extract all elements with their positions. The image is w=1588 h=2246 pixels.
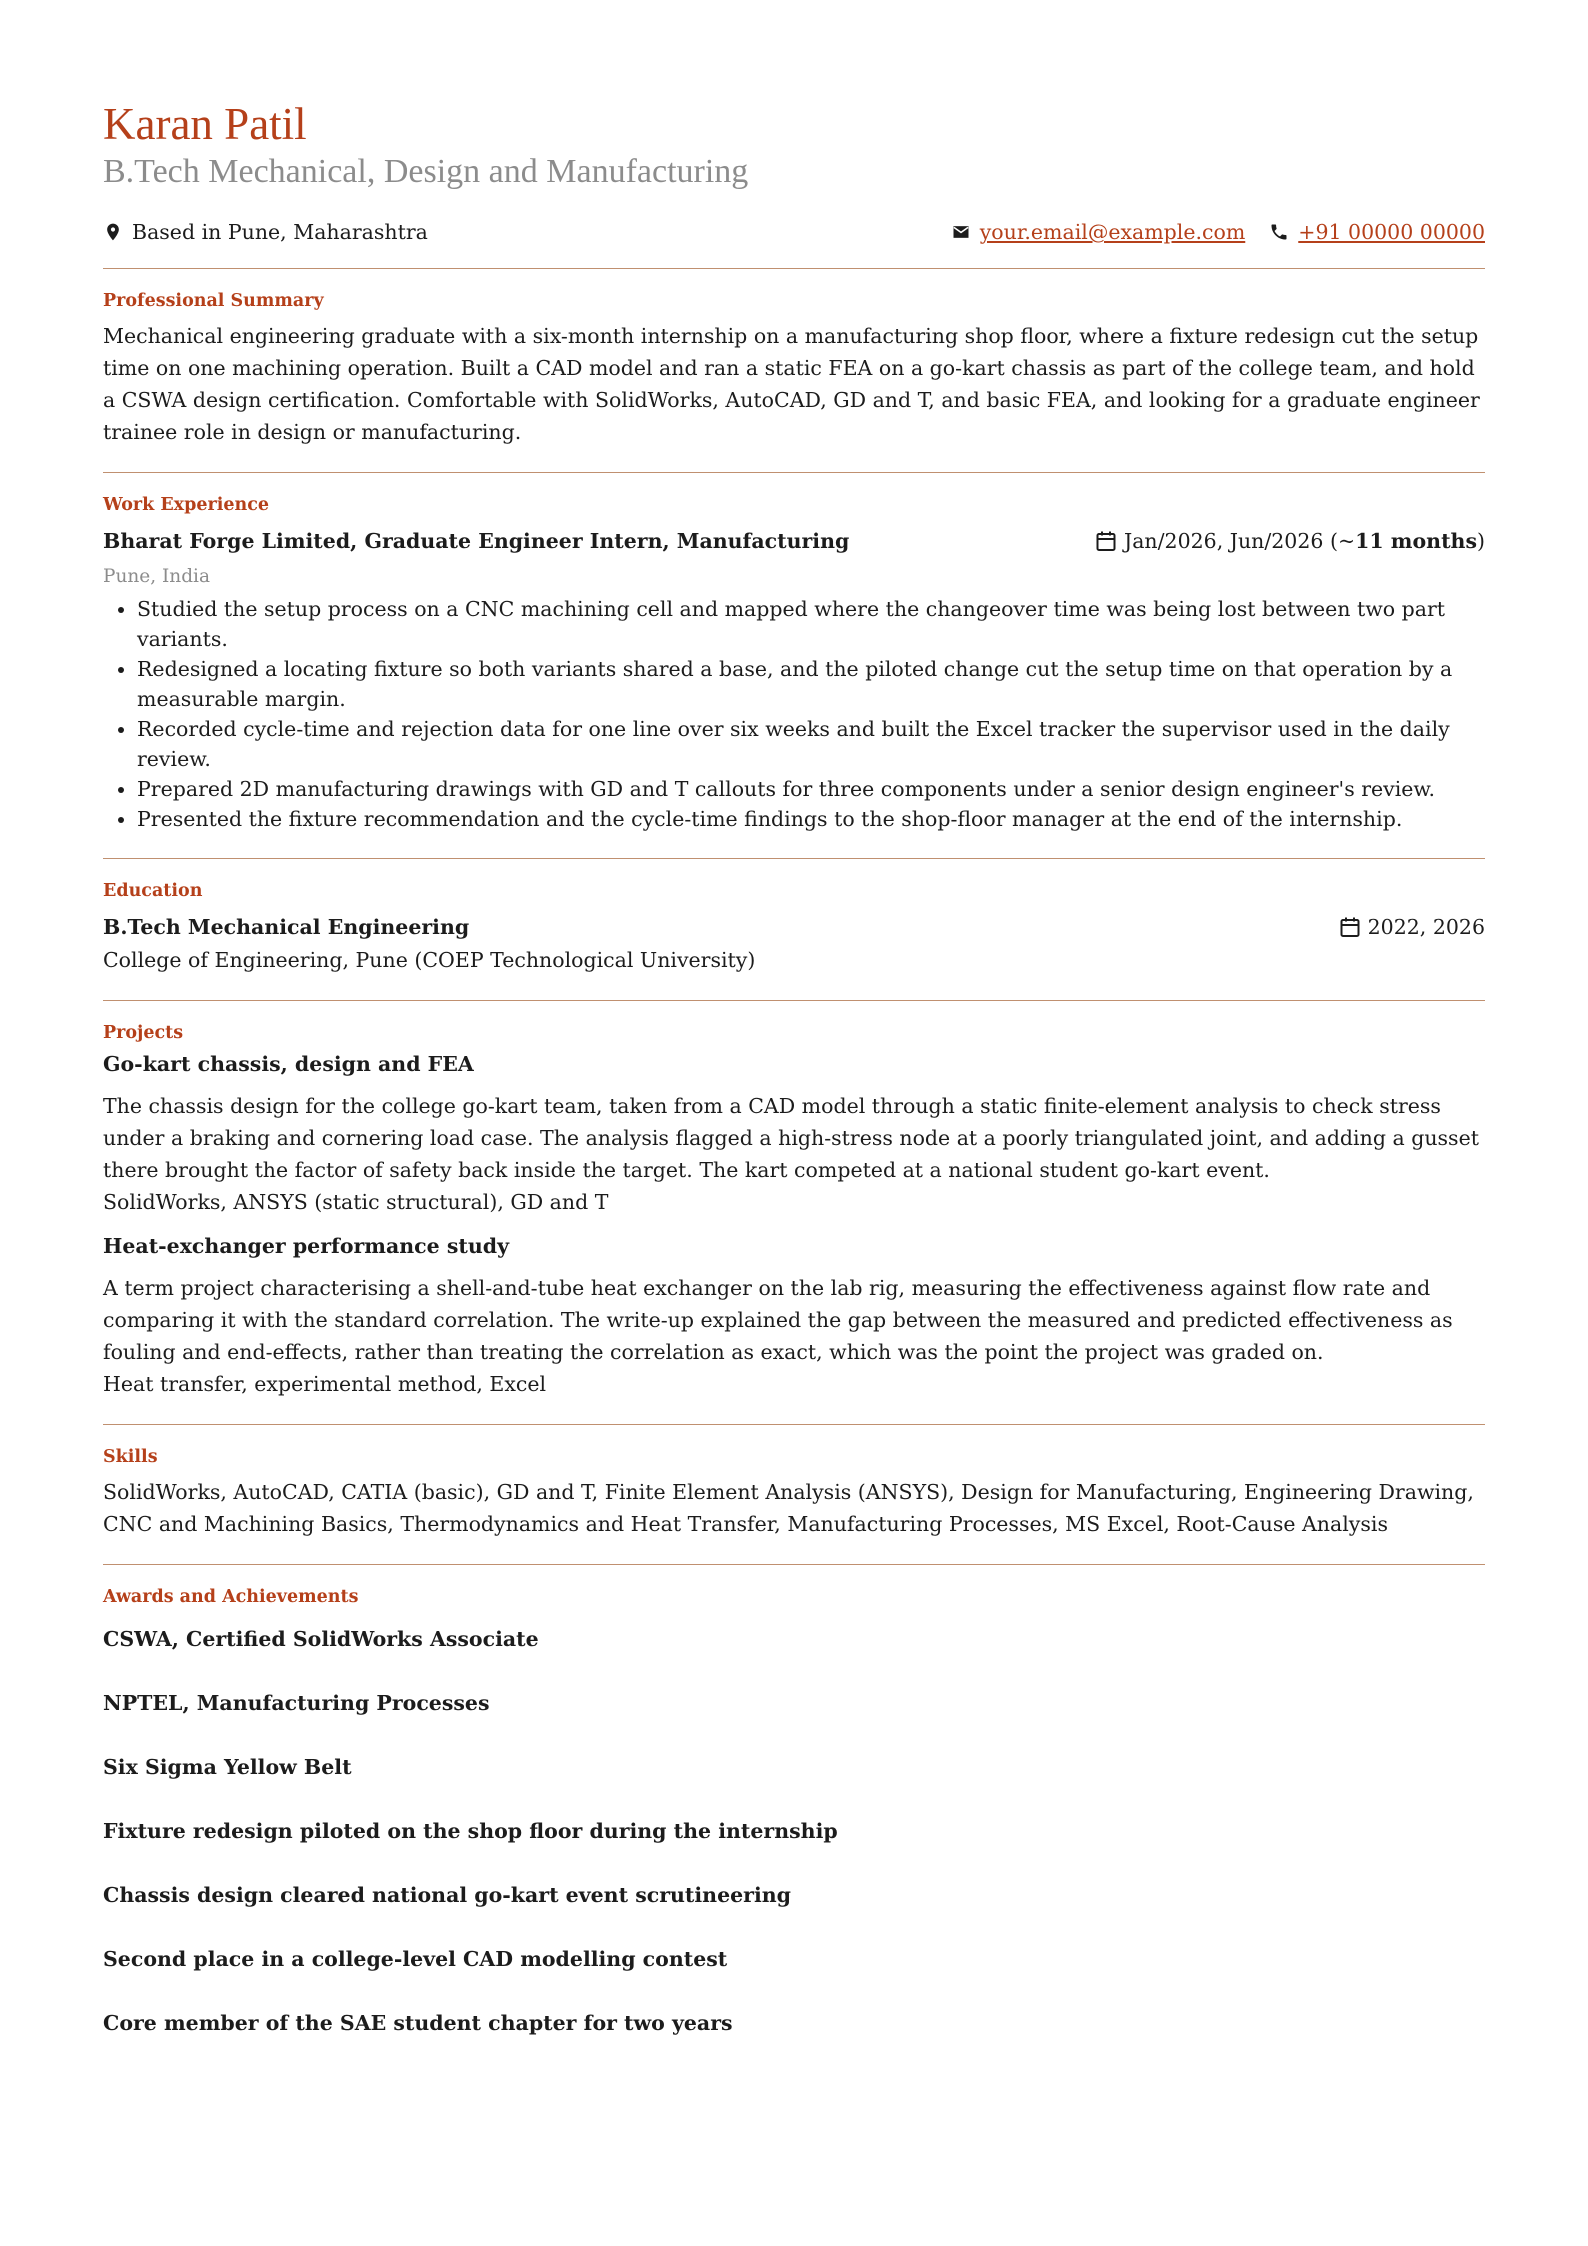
phone-icon <box>1269 222 1289 242</box>
phone-item <box>1269 220 1485 244</box>
project-description: A term project characterising a shell-and-tube heat exchanger on the lab rig, measuring the effectiveness against flow rate and comparing it with the standard correlation. The write-up explained the gap between the measured and predicted effectiveness as fouling and end-effects, rather than treating the correlation as exact, which was the point the project was graded on. <box>103 1276 1453 1365</box>
candidate-name: Karan Patil <box>103 99 307 149</box>
award-item: Six Sigma Yellow Belt <box>103 1755 352 1780</box>
experience-date-range: Jan/2026, Jun/2026 (~ <box>1123 529 1356 554</box>
award-item: Chassis design cleared national go-kart event scrutineering <box>103 1883 791 1908</box>
experience-title: Bharat Forge Limited, Graduate Engineer Intern, Manufacturing <box>103 529 850 554</box>
awards-section <box>103 1565 1485 2063</box>
company-name: Bharat Forge Limited <box>103 529 351 554</box>
award-item: Second place in a college-level CAD modelling contest <box>103 1947 728 1972</box>
list-item: • Recorded cycle-time and rejection data for one line over six weeks and built the Excel tracker the supervisor used in the daily review. <box>137 714 1485 774</box>
award-item: CSWA, Certified SolidWorks Associate <box>103 1627 539 1652</box>
calendar-icon <box>1338 915 1362 939</box>
candidate-subtitle: B.Tech Mechanical, Design and Manufacturing <box>103 152 749 190</box>
education-date-range: 2022, 2026 <box>1367 915 1485 940</box>
skills-section <box>103 1425 1485 1564</box>
envelope-icon <box>951 222 971 242</box>
education-dates <box>1338 915 1485 939</box>
experience-section <box>103 473 1485 858</box>
summary-section <box>103 269 1485 472</box>
skills-heading: Skills <box>103 1447 158 1468</box>
location-text: Based in Pune, Maharashtra <box>132 220 428 245</box>
list-item: • Studied the setup process on a CNC machining cell and mapped where the changeover time was being lost between two part variants. <box>137 594 1485 654</box>
experience-dates <box>1094 529 1485 553</box>
location-item <box>103 220 428 244</box>
project-title: Heat-exchanger performance study <box>103 1234 509 1259</box>
award-item: NPTEL, Manufacturing Processes <box>103 1691 490 1716</box>
awards-heading: Awards and Achievements <box>103 1587 359 1608</box>
summary-text: Mechanical engineering graduate with a six-month internship on a manufacturing shop floor, where a fixture redesign cut the setup time on one machining operation. Built a CAD model and ran a static FEA on a go-kart chassis as part of the college team, and hold a CSWA design certification. Comfortable with SolidWorks, AutoCAD, GD and T, and basic FEA, and looking for a graduate engineer trainee role in design or manufacturing. <box>103 324 1480 445</box>
email-link[interactable]: your.email@example.com <box>979 220 1246 245</box>
experience-bullets <box>103 594 1485 834</box>
award-item: Fixture redesign piloted on the shop floor during the internship <box>103 1819 838 1844</box>
list-item: • Presented the fixture recommendation and the cycle-time findings to the shop-floor manager at the end of the internship. <box>137 804 1485 834</box>
skills-text: SolidWorks, AutoCAD, CATIA (basic), GD and T, Finite Element Analysis (ANSYS), Design for Manufacturing, Engineering Drawing, CNC and Machining Basics, Thermodynamics and Heat Transfer, Manufacturing Processes, MS Excel, Root-Cause Analysis <box>103 1480 1474 1537</box>
projects-heading: Projects <box>103 1023 184 1044</box>
location-pin-icon <box>103 222 123 242</box>
list-item: • Prepared 2D manufacturing drawings with GD and T callouts for three components under a senior design engineer's review. <box>137 774 1485 804</box>
contact-bar <box>103 220 1485 244</box>
phone-link[interactable]: +91 00000 00000 <box>1298 220 1485 245</box>
job-role: Graduate Engineer Intern, Manufacturing <box>364 529 850 554</box>
summary-heading: Professional Summary <box>103 291 324 312</box>
project-tools: Heat transfer, experimental method, Excel <box>103 1372 547 1397</box>
degree-title: B.Tech Mechanical Engineering <box>103 915 470 940</box>
experience-location: Pune, India <box>103 566 210 588</box>
project-description: The chassis design for the college go-kart team, taken from a CAD model through a static finite-element analysis to check stress under a braking and cornering load case. The analysis flagged a high-stress node at a poorly triangulated joint, and adding a gusset there brought the factor of safety back inside the target. The kart competed at a national student go-kart event. <box>103 1094 1479 1183</box>
experience-date-close: ) <box>1477 529 1485 554</box>
project-title: Go-kart chassis, design and FEA <box>103 1052 474 1077</box>
experience-duration: 11 months <box>1355 529 1477 554</box>
school-name: College of Engineering, Pune (COEP Technological University) <box>103 948 756 973</box>
award-item: Core member of the SAE student chapter for two years <box>103 2011 733 2036</box>
education-section <box>103 859 1485 1000</box>
projects-section <box>103 1001 1485 1424</box>
list-item: • Redesigned a locating fixture so both variants shared a base, and the piloted change cut the setup time on that operation by a measurable margin. <box>137 654 1485 714</box>
experience-heading: Work Experience <box>103 495 269 516</box>
calendar-icon <box>1094 529 1118 553</box>
education-heading: Education <box>103 881 203 902</box>
email-item <box>951 220 1246 244</box>
project-tools: SolidWorks, ANSYS (static structural), GD and T <box>103 1190 609 1215</box>
